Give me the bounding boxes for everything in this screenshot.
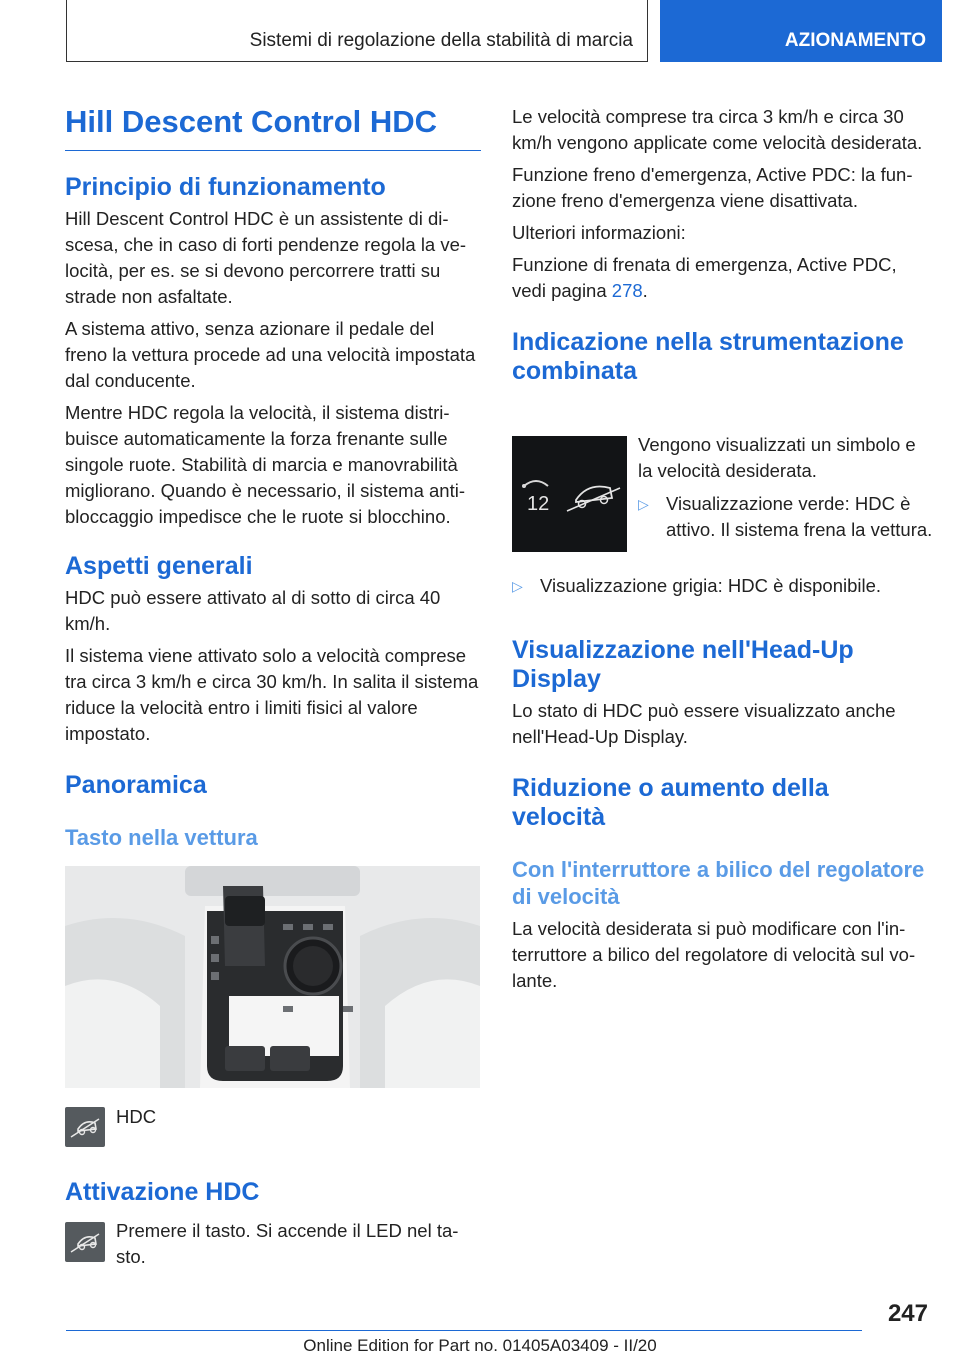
right-paragraph-1: Le velocità comprese tra circa 3 km/h e circa 30 km/h vengono applicate come velocità desiderata. <box>512 106 923 153</box>
bullet-triangle-icon: ▷ <box>512 578 523 594</box>
principio-paragraph-3: Mentre HDC regola la velocità, il sistema distribuisce automaticamente la forza frenante sulle singole ruote. Stabilità di marcia e manovrabilità migliorano. Quando è necessario, il sistema antibloccaggio impedisce che le ruote si blocchino. <box>65 402 466 527</box>
headup-heading: Visualizzazione nell'Head-Up Display <box>512 636 854 693</box>
panoramica-heading: Panoramica <box>65 771 207 799</box>
aspetti-paragraph-1: HDC può essere attivato al di sotto di circa 40 km/h. <box>65 587 441 634</box>
right-paragraph-2: Funzione freno d'emergenza, Active PDC: la funzione freno d'emergenza viene disattivata. <box>512 164 913 211</box>
page-title: Hill Descent Control HDC <box>65 104 438 139</box>
center-console-photo <box>65 866 480 1088</box>
tasto-heading: Tasto nella vettura <box>65 825 258 850</box>
footer-rule <box>66 1330 862 1331</box>
aspetti-heading: Aspetti generali <box>65 552 253 580</box>
indicazione-heading: Indicazione nella strumentazione combinata <box>512 328 904 385</box>
display-speed: 12 <box>527 493 550 515</box>
headup-paragraph: Lo stato di HDC può essere visualizzato anche nell'Head-Up Display. <box>512 700 896 747</box>
header-chapter-label: AZIONAMENTO <box>784 30 926 51</box>
cluster-display-image <box>512 436 627 552</box>
bullet-green-display: ▷ Visualizzazione verde: HDC è attivo. Il sistema frena la vettura. <box>638 493 933 540</box>
hdc-button-icon <box>65 1107 105 1147</box>
attivazione-heading: Attivazione HDC <box>65 1178 260 1206</box>
right-column-top <box>512 104 928 386</box>
interruttore-heading: Con l'interruttore a bilico del regolatore di velocità <box>512 857 925 909</box>
left-column <box>65 104 481 851</box>
riduzione-heading: Riduzione o aumento della velocità <box>512 774 829 831</box>
page-number: 247 <box>887 1300 928 1327</box>
interruttore-paragraph: La velocità desiderata si può modificare con l'interruttore a bilico del regolatore di velocità sul volante. <box>512 918 916 991</box>
principio-paragraph-1: Hill Descent Control HDC è un assistente di discesa, che in caso di forti pendenze regola la velocità, per es. se si devono percorrere tratti su strade non asfaltate. <box>65 208 467 307</box>
hdc-label: HDC <box>116 1106 157 1127</box>
bullet-grey-display: ▷ Visualizzazione grigia: HDC è disponibile. <box>512 573 956 599</box>
header-section-box <box>66 0 648 62</box>
indicazione-paragraph: Vengono visualizzati un simbolo e la velocità desiderata. <box>638 434 916 481</box>
header-chapter-tab <box>660 0 942 62</box>
page-link-278[interactable]: 278 <box>611 280 643 301</box>
principio-heading: Principio di funzionamento <box>65 173 386 201</box>
title-rule <box>65 150 481 151</box>
principio-paragraph-2: A sistema attivo, senza azionare il pedale del freno la vettura procede ad una velocità impostata dal conducente. <box>65 318 476 391</box>
center-console-illustration <box>65 866 480 1088</box>
right-column-bottom <box>512 636 928 994</box>
right-paragraph-4: Funzione di frenata di emergenza, Active PDC, vedi pagina 278. <box>512 254 897 301</box>
hdc-button-icon-activation <box>65 1222 105 1262</box>
bullet-triangle-icon: ▷ <box>638 496 649 512</box>
aspetti-paragraph-2: Il sistema viene attivato solo a velocità comprese tra circa 3 km/h e circa 30 km/h. In salita il sistema riduce la velocità entro i limiti fisici al valore impostato. <box>65 645 479 744</box>
attivazione-paragraph: Premere il tasto. Si accende il LED nel tasto. <box>116 1220 459 1267</box>
footer-edition: Online Edition for Part no. 01405A03409 - II/20 <box>303 1336 657 1355</box>
header-section-title: Sistemi di regolazione della stabilità di marcia <box>249 30 633 51</box>
right-paragraph-3: Ulteriori informazioni: <box>512 222 686 243</box>
